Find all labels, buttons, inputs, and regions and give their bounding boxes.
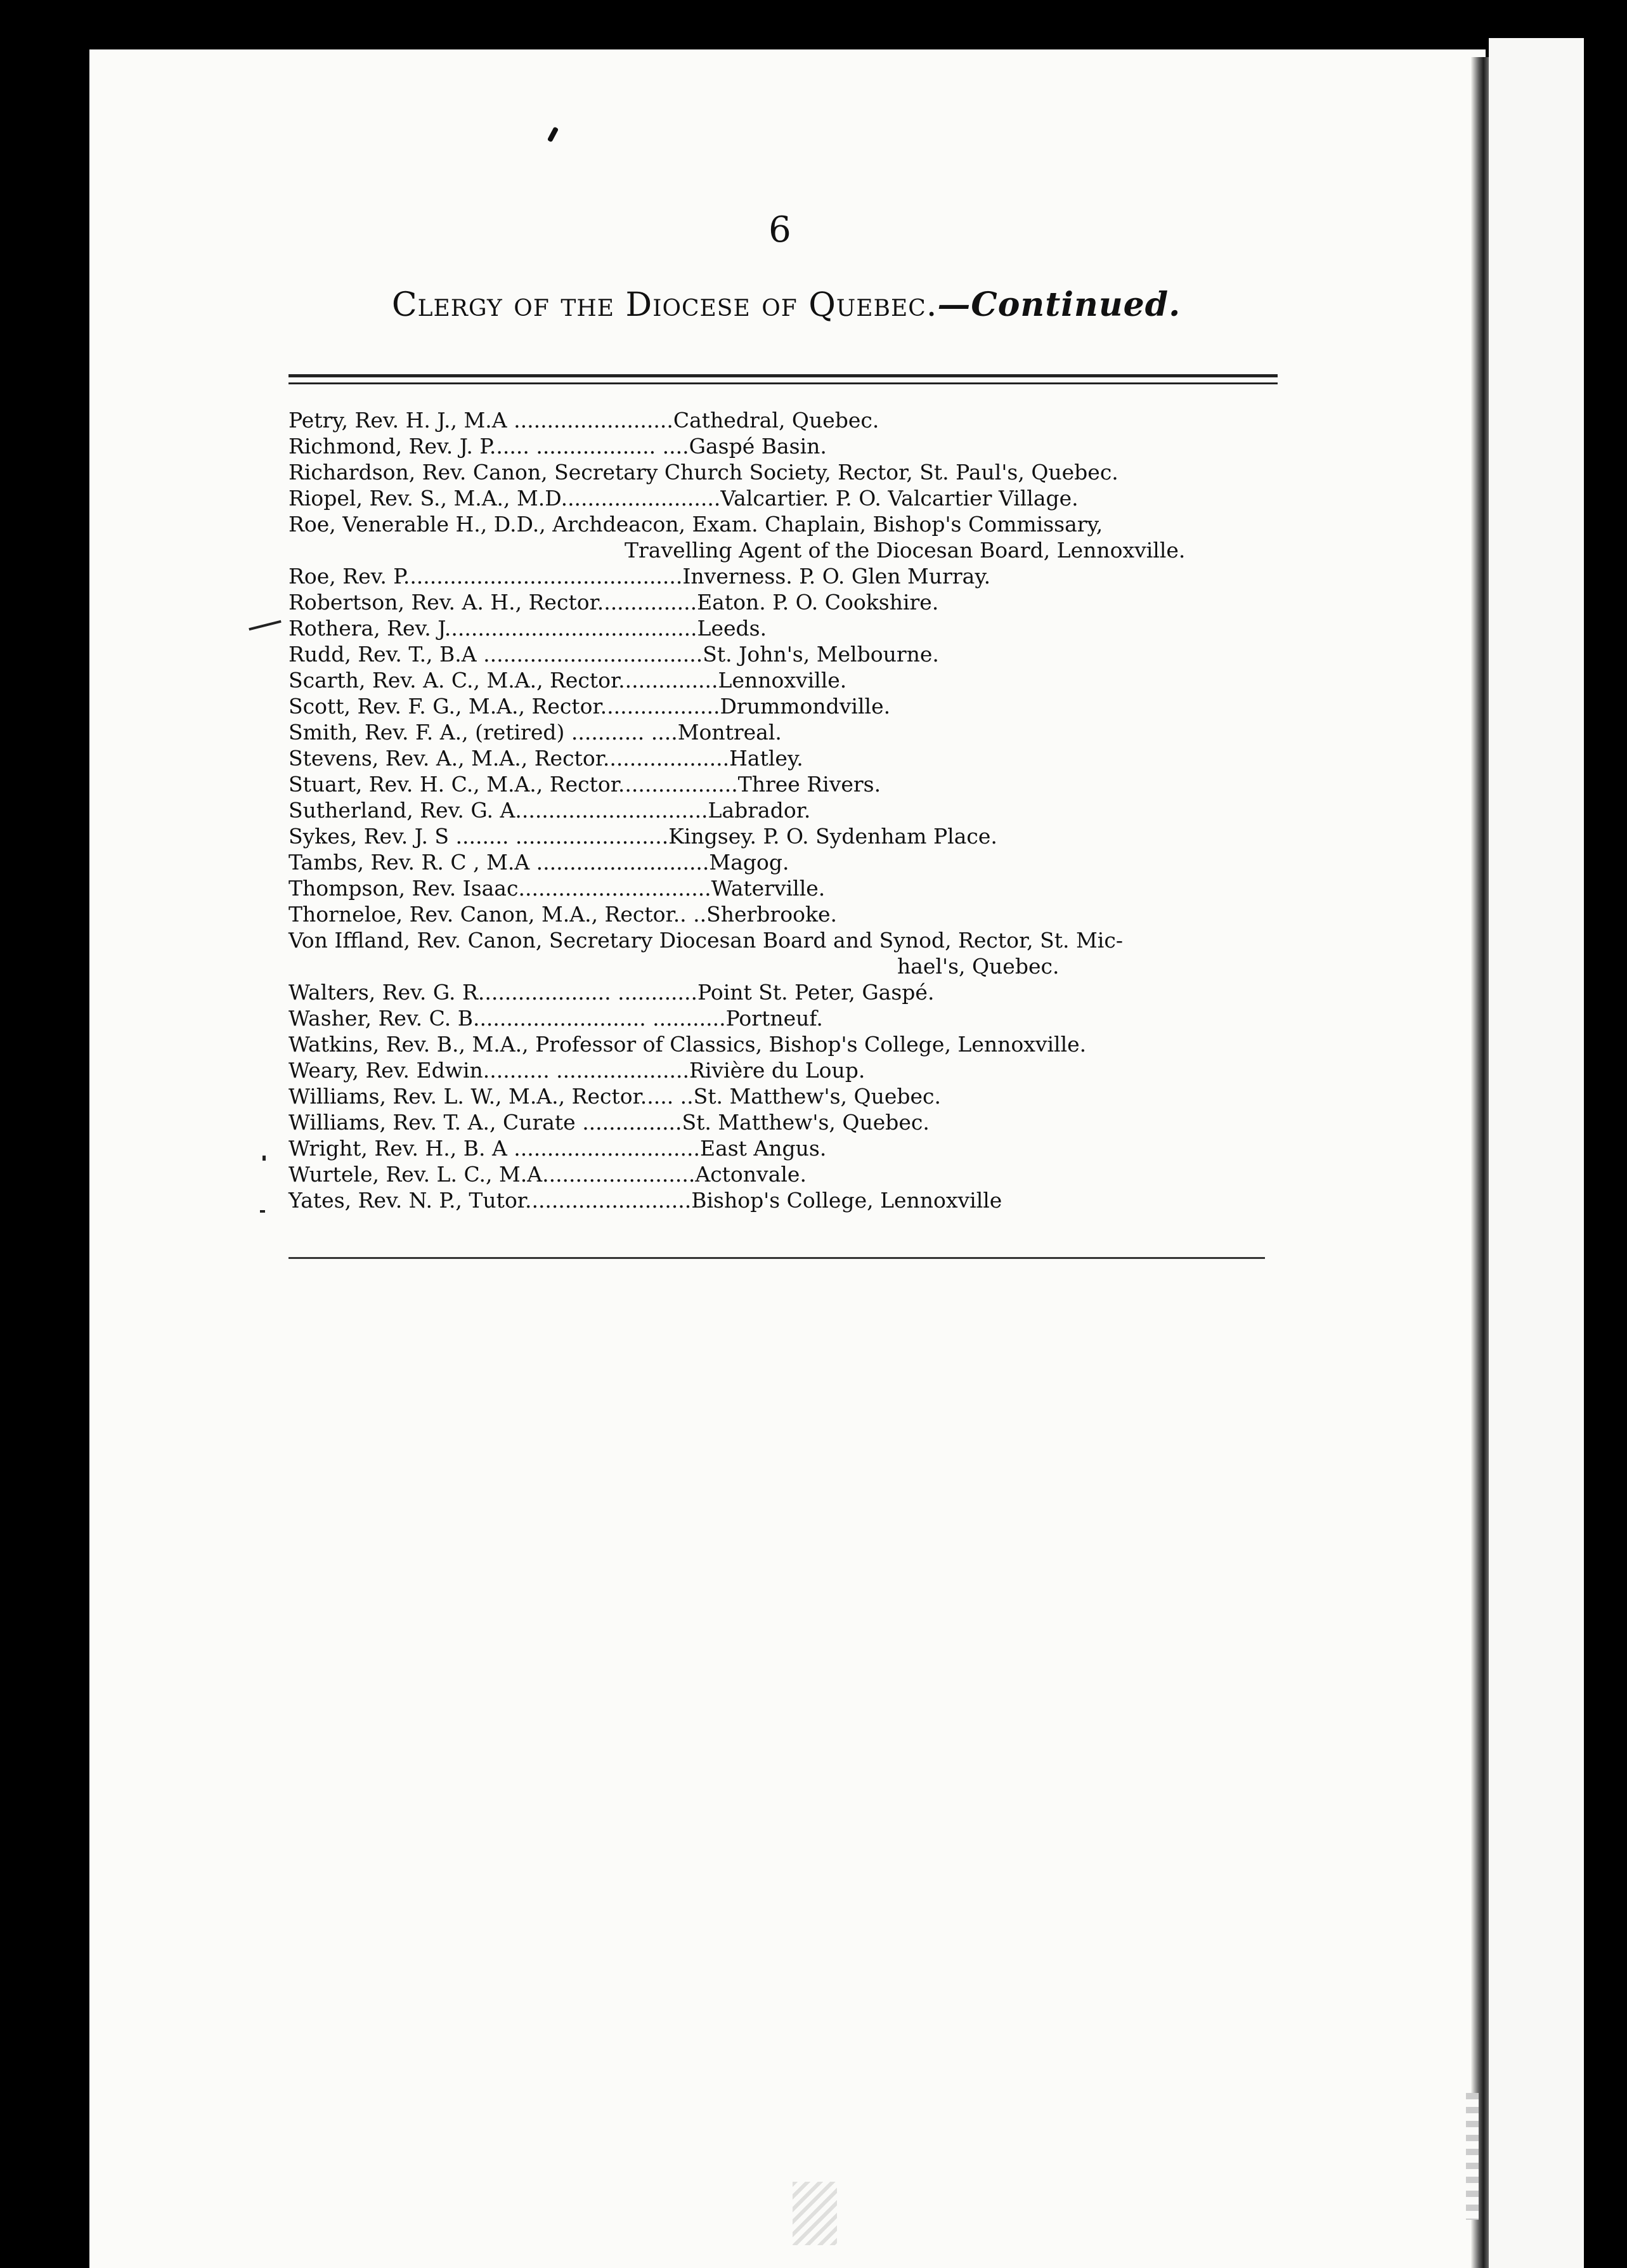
clergy-entry: Rothera, Rev. J......................................Leeds. (288, 616, 767, 641)
clergy-entry: Thorneloe, Rev. Canon, M.A., Rector.. ..Sherbrooke. (288, 902, 837, 927)
page-stain (793, 2182, 837, 2245)
clergy-entry: Yates, Rev. N. P., Tutor.........................Bishop's College, Lennoxville (288, 1188, 1002, 1213)
title-continued: —Continued. (937, 285, 1181, 324)
clergy-entry: Roe, Venerable H., D.D., Archdeacon, Exam. Chaplain, Bishop's Commissary, (288, 512, 1103, 537)
clergy-entry: Stuart, Rev. H. C., M.A., Rector..................Three Rivers. (288, 772, 881, 797)
clergy-entry: Washer, Rev. C. B.......................... ...........Portneuf. (288, 1006, 823, 1031)
clergy-entry: Scott, Rev. F. G., M.A., Rector..................Drummondville. (288, 694, 891, 719)
clergy-entry: Sykes, Rev. J. S ........ .......................Kingsey. P. O. Sydenham Place. (288, 824, 997, 849)
next-page-strip (1489, 38, 1584, 2268)
clergy-entry: hael's, Quebec. (897, 954, 1060, 979)
clergy-entry: Robertson, Rev. A. H., Rector...............Eaton. P. O. Cookshire. (288, 590, 939, 615)
page-gutter-shadow (1471, 57, 1489, 2268)
clergy-entry: Watkins, Rev. B., M.A., Professor of Classics, Bishop's College, Lennoxville. (288, 1032, 1087, 1057)
page-edge-wear (1466, 2093, 1479, 2220)
clergy-entry: Von Iffland, Rev. Canon, Secretary Diocesan Board and Synod, Rector, St. Mic- (288, 928, 1123, 953)
double-rule-top (288, 374, 1278, 384)
clergy-entry: Smith, Rev. F. A., (retired) ........... ....Montreal. (288, 720, 782, 745)
clergy-entry: Richardson, Rev. Canon, Secretary Church Society, Rector, St. Paul's, Quebec. (288, 460, 1118, 485)
clergy-list (288, 407, 1290, 1213)
clergy-entry: Scarth, Rev. A. C., M.A., Rector...............Lennoxville. (288, 668, 847, 693)
clergy-entry: Riopel, Rev. S., M.A., M.D........................Valcartier. P. O. Valcartier Village. (288, 486, 1079, 511)
clergy-entry: Tambs, Rev. R. C , M.A ..........................Magog. (288, 850, 789, 875)
clergy-entry: Travelling Agent of the Diocesan Board, Lennoxville. (625, 538, 1186, 563)
rule-bottom (288, 1257, 1265, 1259)
clergy-entry: Weary, Rev. Edwin.......... ....................Rivière du Loup. (288, 1058, 865, 1083)
clergy-entry: Petry, Rev. H. J., M.A ........................Cathedral, Quebec. (288, 408, 879, 433)
clergy-entry: Thompson, Rev. Isaac.............................Waterville. (288, 876, 826, 901)
clergy-entry: Williams, Rev. T. A., Curate ...............St. Matthew's, Quebec. (288, 1110, 930, 1135)
margin-tick-mark (263, 1156, 266, 1161)
clergy-entry: Wurtele, Rev. L. C., M.A.......................Actonvale. (288, 1162, 807, 1187)
clergy-entry: Roe, Rev. P..........................................Inverness. P. O. Glen Murray. (288, 564, 991, 589)
clergy-entry: Williams, Rev. L. W., M.A., Rector..... ..St. Matthew's, Quebec. (288, 1084, 941, 1109)
margin-tick-mark (260, 1210, 265, 1213)
title-main: Clergy of the Diocese of Quebec. (391, 286, 938, 324)
page-number: 6 (768, 209, 791, 251)
page-title (279, 285, 1293, 324)
clergy-entry: Sutherland, Rev. G. A.............................Labrador. (288, 798, 811, 823)
clergy-entry: Wright, Rev. H., B. A ............................East Angus. (288, 1136, 827, 1161)
clergy-entry: Richmond, Rev. J. P...... .................. ....Gaspé Basin. (288, 434, 827, 459)
clergy-entry: Stevens, Rev. A., M.A., Rector...................Hatley. (288, 746, 803, 771)
scan-background-right (1584, 0, 1627, 2268)
clergy-entry: Walters, Rev. G. R.................... ............Point St. Peter, Gaspé. (288, 980, 935, 1005)
clergy-entry: Rudd, Rev. T., B.A .................................St. John's, Melbourne. (288, 642, 939, 667)
